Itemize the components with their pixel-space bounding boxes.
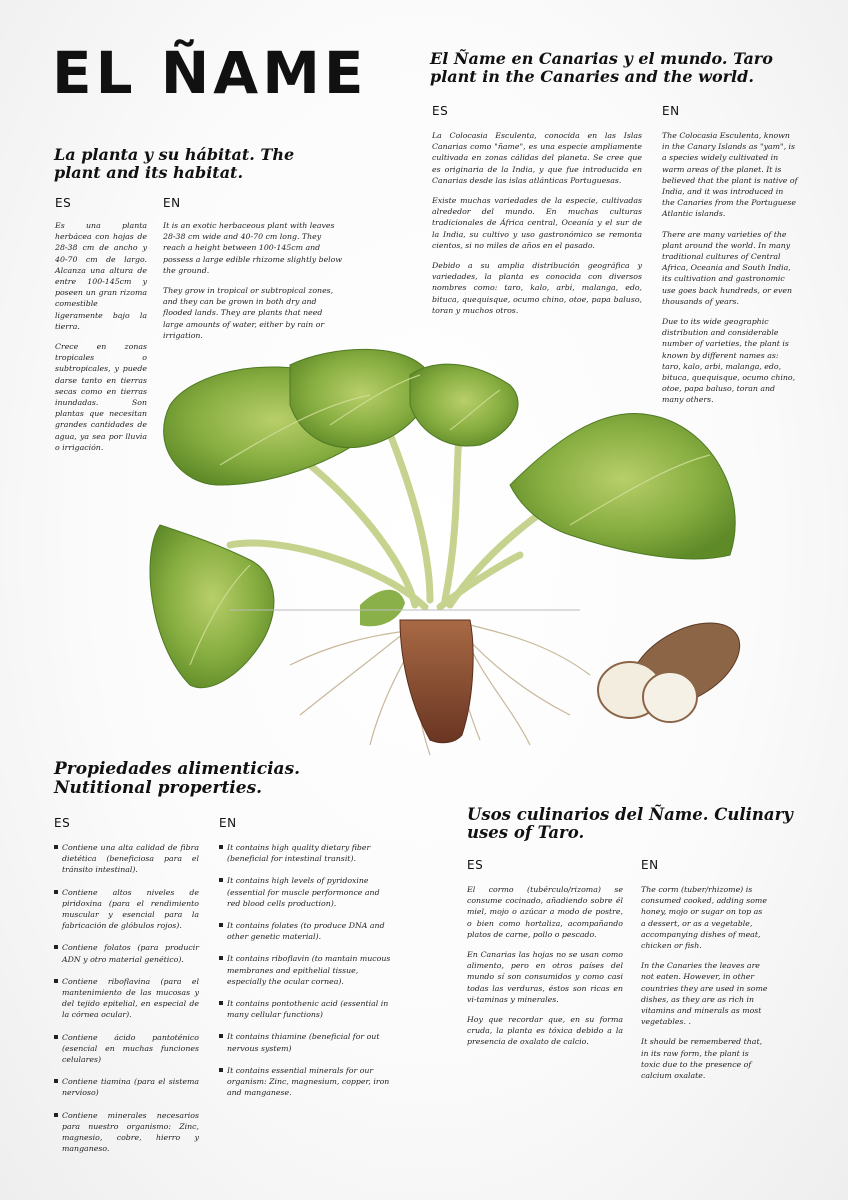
- culinary-es-label: ES: [467, 858, 484, 872]
- paragraph: It is an exotic herbaceous plant with leaves 28-38 cm wide and 40-70 cm long. They reach a height between 100-145cm and possess a large edible rhizome slightly below the ground.: [163, 221, 343, 275]
- culinary-heading: Usos culinarios del Ñame. Culinary uses of Taro.: [467, 805, 793, 843]
- list-item: Contiene riboflavina (para el mantenimiento de las mucosas y del tejido epitelial, en especial de la córnea ocular).: [54, 976, 199, 1021]
- nutrition-en-list: [219, 842, 391, 1109]
- paragraph: La Colocasia Esculenta, conocida en las Islas Canarias como "ñame", es una especie ampliamente cultivada en zonas cálidas del planeta. Se cree que es originaria de la India, y que fue introducida en Canarias desde las islas atlánticas Portuguesas.: [432, 131, 642, 185]
- paragraph: Es una planta herbácea con hojas de 28-38 cm de ancho y 40-70 cm de largo. Alcanza una altura de entre 100-145cm y poseen un gran rizoma comestible ligeramente bajo la tierra.: [55, 221, 147, 331]
- paragraph: There are many varieties of the plant around the world. In many traditional cultures of Central Africa, Oceania and South India, its cultivation and gastronomic use goes back hundreds, or even thousands of years.: [662, 229, 793, 306]
- list-item: It contains folates (to produce DNA and other genetic material).: [219, 920, 391, 942]
- habitat-en-label: EN: [163, 196, 181, 210]
- habitat-heading: La planta y su hábitat. The plant and its habitat.: [54, 145, 295, 182]
- list-item: It contains high levels of pyridoxine (essential for muscle performonce and red blood cells production).: [219, 875, 391, 909]
- list-item: Contiene altos niveles de piridoxina (para el rendimiento muscular y esencial para la fabricación de glóbulos rojos).: [54, 887, 199, 932]
- paragraph: Existe muchas variedades de la especie, cultivadas alrededor del mundo. En muchas culturas tradicionales de África central, Oceanía y el sur de la India, su cultivo y uso gastronómico se remonta cientos, si no miles de años en el pasado.: [432, 196, 642, 250]
- list-item: Contiene tiamina (para el sistema nervioso): [54, 1076, 199, 1098]
- list-item: Contiene ácido pantoténico (esencial en muchas funciones celulares): [54, 1032, 199, 1066]
- habitat-en-text: [163, 220, 343, 350]
- paragraph: Crece en zonas tropicales o subtropicales, y puede darse tanto en tierras secas como en tierras inundadas. Son plantas que necesitan grandes cantidades de agua, ya sea por lluvia o irrigación.: [55, 342, 147, 452]
- paragraph: Hoy que recordar que, en su forma cruda, la planta es tóxica debido a la presencia de oxalato de calcio.: [467, 1015, 623, 1047]
- list-item: It contains high quality dietary fiber (beneficial for intestinal transit).: [219, 842, 391, 864]
- list-item: It contains riboflavin (to mantain mucous membranes and epithelial tissue, especially the ocular cornea).: [219, 953, 391, 987]
- paragraph: En Canarias las hojas no se usan como alimento, pero en otros países del mundo sí son consumidos y como casi todas las verduras, éstos son ricas en vi-taminas y minerales.: [467, 950, 623, 1004]
- culinary-en-label: EN: [641, 858, 659, 872]
- paragraph: Due to its wide geographic distribution and considerable number of varieties, the plant is known by different names as: taro, kalo, arbi, malanga, edo, bituca, quequisque, ocumo chino, otoe, papa baluso, toran and many others.: [662, 317, 796, 405]
- tuber-pieces: [598, 606, 750, 725]
- list-item: It contains pontothenic acid (essential in many cellular functions): [219, 998, 391, 1020]
- paragraph: The Colocasia Esculenta, known in the Canary Islands as "yam", is a species widely cultivated in warm areas of the planet. It is believed that the plant is native of India, and it was introduced in the Canaries from the Portuguese Atlantic islands.: [662, 131, 798, 219]
- world-en-label: EN: [662, 104, 680, 118]
- paragraph: Debido a su amplia distribución geográfica y variedades, la planta es conocida con diversos nombres como: taro, kalo, arbi, malanga, edo, bituca, quequisque, ocumo chino, otoe, papa baluso, toran y muchos otros.: [432, 261, 642, 315]
- list-item: It contains essential minerals for our organism: Zinc, magnesium, copper, iron and manganese.: [219, 1065, 391, 1099]
- paragraph: In the Canaries the leaves are not eaten. However, in other countries they are used in some dishes, as they are as rich in vitamins and minerals as most vegetables. .: [641, 961, 768, 1027]
- nutrition-es-label: ES: [54, 816, 71, 830]
- world-es-label: ES: [432, 104, 449, 118]
- list-item: Contiene una alta calidad de fibra dietética (beneficiosa para el tránsito intestinal).: [54, 842, 199, 876]
- list-item: It contains thiamine (beneficial for out nervous system): [219, 1031, 391, 1053]
- paragraph: El cormo (tubérculo/rizoma) se consume cocinado, añadiendo sobre él miel, mojo o azúcar a modo de postre, o bien como hortaliza, acompañando platos de carne, pollo o pescado.: [467, 885, 623, 939]
- page-title: EL ÑAME: [52, 39, 368, 107]
- world-es-text: [432, 130, 642, 325]
- nutrition-en-label: EN: [219, 816, 237, 830]
- culinary-en-text: [641, 884, 769, 1090]
- nutrition-heading: Propiedades alimenticias. Nutitional properties.: [54, 759, 301, 799]
- nutrition-es-list: [54, 842, 199, 1165]
- corm: [400, 620, 473, 743]
- taro-plant-illustration: [130, 345, 750, 765]
- world-heading: El Ñame en Canarias y el mundo. Taro plant in the Canaries and the world.: [430, 49, 773, 86]
- list-item: Contiene minerales necesarios para nuestro organismo: Zinc, magnesio, cobre, hierro y manganeso.: [54, 1110, 199, 1155]
- habitat-es-label: ES: [55, 196, 72, 210]
- paragraph: It should be remembered that, in its raw form, the plant is toxic due to the presence of calcium oxalate.: [641, 1037, 763, 1081]
- paragraph: They grow in tropical or subtropical zones, and they can be grown in both dry and flooded lands. They are plants that need large amounts of water, either by rain or irrigation.: [163, 286, 334, 340]
- paragraph: The corm (tuber/rhizome) is consumed cooked, adding some honey, mojo or sugar on top as a dessert, or as a vegetable, accompanying dishes of meat, chicken or fish.: [641, 885, 767, 951]
- culinary-es-text: [467, 884, 623, 1057]
- list-item: Contiene folatos (para producir ADN y otro material genético).: [54, 942, 199, 964]
